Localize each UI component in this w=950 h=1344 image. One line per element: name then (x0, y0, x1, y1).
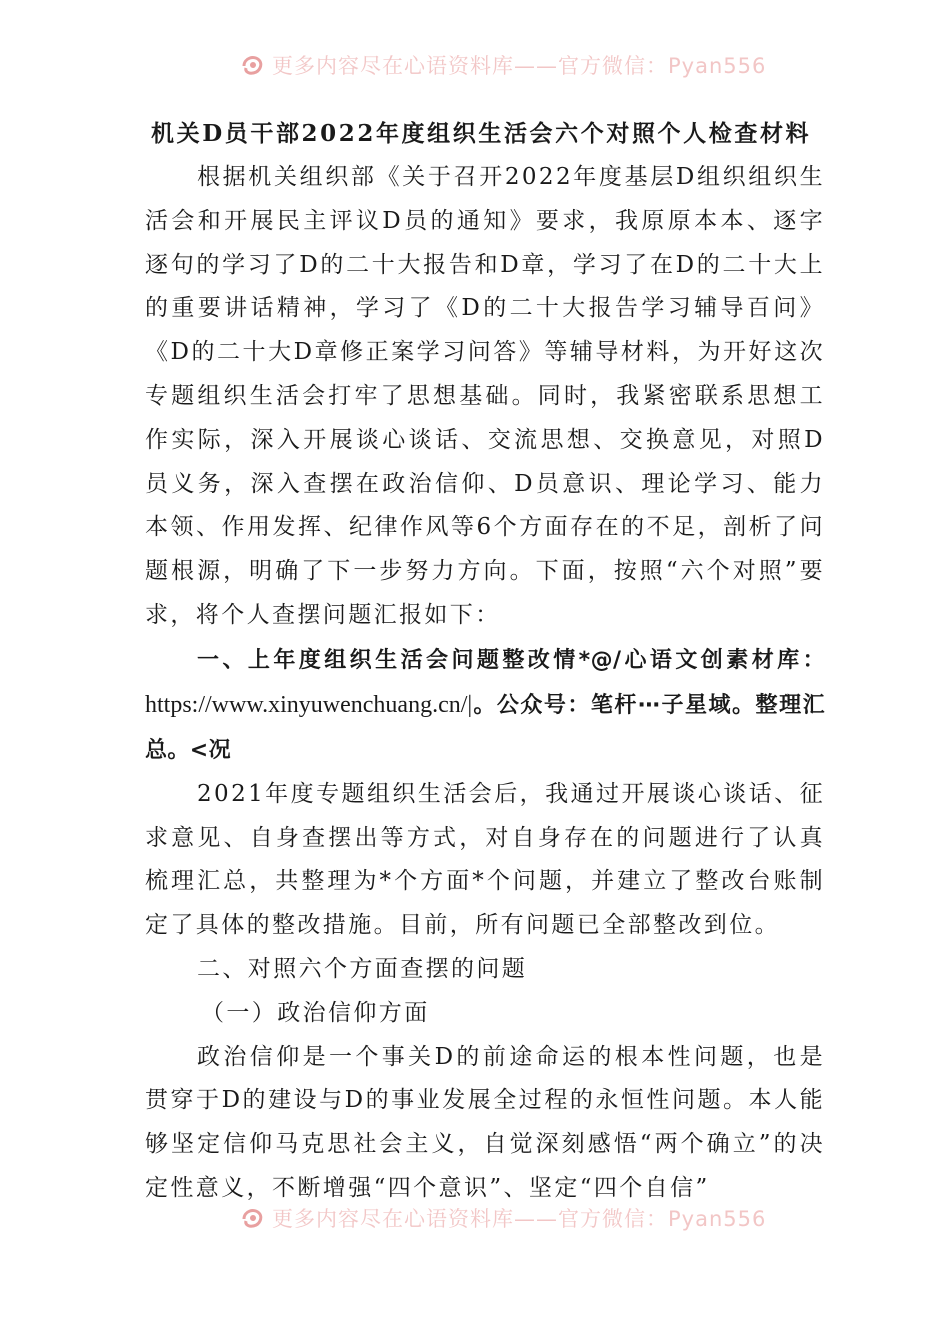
watermark-footer (0, 1203, 950, 1243)
watermark-text: 更多内容尽在心语资料库——官方微信：Pyan556 (272, 1207, 767, 1231)
section-heading-1-part1: 一、上年度组织生活会问题整改情*@/心语文创素材库： (197, 647, 825, 673)
rectification-paragraph: 2021年度专题组织生活会后，我通过开展谈心谈话、征求意见、自身查摆出等方式，对自身存在的问题进行了认真梳理汇总，共整理为*个方面*个问题，并建立了整改台账制定了具体的整改措施。目前，所有问题已全部整改到位。 (145, 780, 825, 939)
watermark-text: 更多内容尽在心语资料库——官方微信：Pyan556 (272, 54, 767, 78)
watermark-logo-icon (240, 52, 266, 78)
section-heading-2: 二、对照六个方面查摆的问题 (197, 955, 528, 982)
section-heading-1 (145, 638, 825, 773)
document-body (145, 112, 825, 1211)
subsection-heading: （一）政治信仰方面 (201, 999, 430, 1026)
watermark-header (0, 50, 950, 90)
political-belief-paragraph: 政治信仰是一个事关D的前途命运的根本性问题，也是贯穿于D的建设与D的事业发展全过程的永恒性问题。本人能够坚定信仰马克思社会主义，自觉深刻感悟“两个确立”的决定性意义，不断增强“四个意识”、坚定“四个自信” (145, 1043, 825, 1201)
section-heading-1-part2: 。公众号：笔杆⋯子星域。整理汇总。<况 (145, 692, 825, 763)
document-title: 机关D员干部2022年度组织生活会六个对照个人检查材料 (151, 120, 812, 147)
watermark-logo-icon (240, 1205, 266, 1231)
intro-paragraph: 根据机关组织部《关于召开2022年度基层D组织组织生活会和开展民主评议D员的通知》要求，我原原本本、逐字逐句的学习了D的二十大报告和D章，学习了在D的二十大上的重要讲话精神，学习了《D的二十大报告学习辅导百问》《D的二十大D章修正案学习问答》等辅导材料，为开好这次专题组织生活会打牢了思想基础。同时，我紧密联系思想工作实际，深入开展谈心谈话、交流思想、交换意见，对照D员义务，深入查摆在政治信仰、D员意识、理论学习、能力本领、作用发挥、纪律作风等6个方面存在的不足，剖析了问题根源，明确了下一步努力方向。下面，按照“六个对照”要求，将个人查摆问题汇报如下： (145, 164, 825, 628)
section-heading-1-url: https://www.xinyuwenchuang.cn/| (145, 691, 473, 718)
